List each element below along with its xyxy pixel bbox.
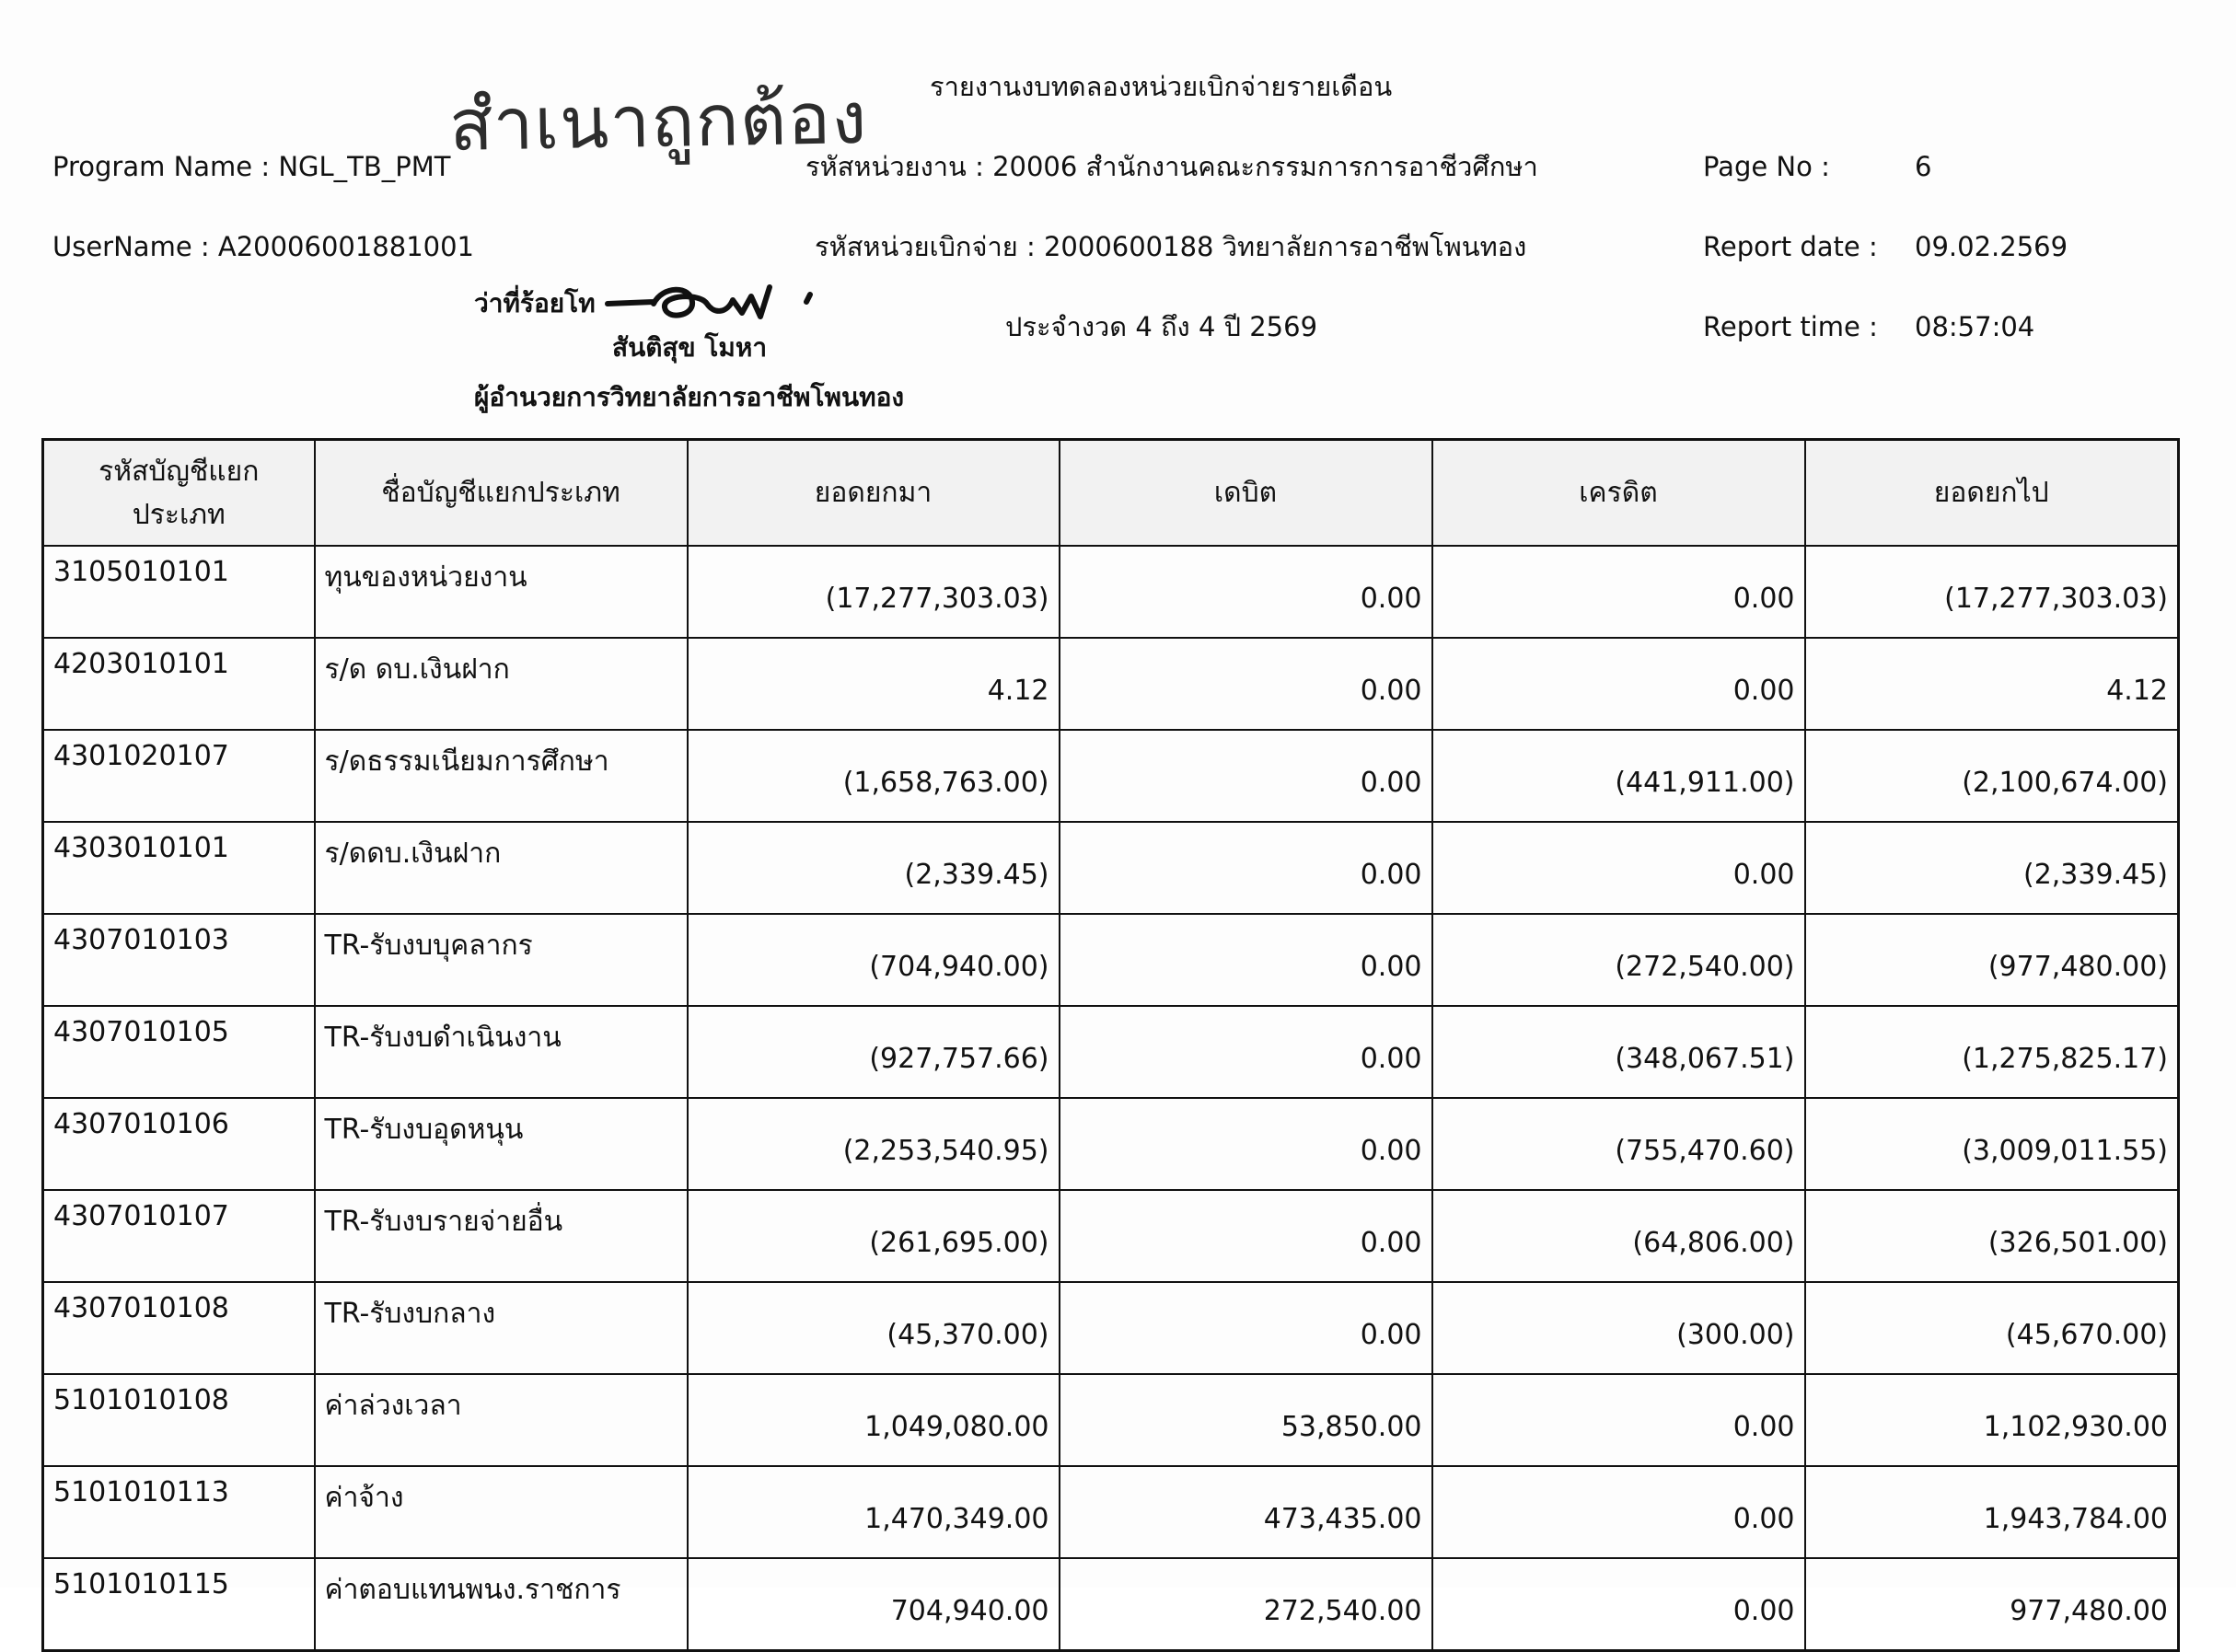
cell-debit: 272,540.00 (1060, 1558, 1432, 1651)
table-row (43, 1006, 2179, 1098)
cell-credit: 0.00 (1432, 638, 1805, 730)
username: UserName : A20006001881001 (52, 231, 475, 262)
cell-credit: (272,540.00) (1432, 914, 1805, 1006)
cell-opening-balance: 1,470,349.00 (688, 1466, 1060, 1558)
cell-closing-balance: 4.12 (1805, 638, 2179, 730)
cell-account-code: 5101010115 (43, 1558, 315, 1651)
cell-account-code: 4203010101 (43, 638, 315, 730)
col-debit: เดบิต (1060, 440, 1432, 547)
col-opening-balance: ยอดยกมา (688, 440, 1060, 547)
col-account-code: รหัสบัญชีแยกประเภท (43, 440, 315, 547)
report-period: ประจำงวด 4 ถึง 4 ปี 2569 (1005, 311, 1318, 342)
report-time-value: 08:57:04 (1915, 311, 2035, 342)
col-credit: เครดิต (1432, 440, 1805, 547)
cell-credit: 0.00 (1432, 822, 1805, 914)
cell-credit: 0.00 (1432, 1374, 1805, 1466)
cell-credit: (64,806.00) (1432, 1190, 1805, 1282)
cell-debit: 53,850.00 (1060, 1374, 1432, 1466)
cell-opening-balance: 1,049,080.00 (688, 1374, 1060, 1466)
cell-opening-balance: (1,658,763.00) (688, 730, 1060, 822)
cell-account-code: 4303010101 (43, 822, 315, 914)
cell-closing-balance: (1,275,825.17) (1805, 1006, 2179, 1098)
cell-account-code: 5101010113 (43, 1466, 315, 1558)
cell-credit: (348,067.51) (1432, 1006, 1805, 1098)
table-row (43, 1098, 2179, 1190)
cell-closing-balance: 977,480.00 (1805, 1558, 2179, 1651)
cell-account-code: 4307010105 (43, 1006, 315, 1098)
disbursing-unit-code: รหัสหน่วยเบิกจ่าย : 2000600188 วิทยาลัยการอาชีพโพนทอง (815, 231, 1527, 262)
cell-debit: 0.00 (1060, 638, 1432, 730)
cell-credit: (441,911.00) (1432, 730, 1805, 822)
cell-opening-balance: (17,277,303.03) (688, 546, 1060, 638)
cell-account-name: ร/ด ดบ.เงินฝาก (315, 638, 688, 730)
cell-closing-balance: (2,100,674.00) (1805, 730, 2179, 822)
cell-account-name: ร/ดดบ.เงินฝาก (315, 822, 688, 914)
cell-account-code: 4307010103 (43, 914, 315, 1006)
cell-debit: 0.00 (1060, 546, 1432, 638)
cell-credit: 0.00 (1432, 1558, 1805, 1651)
cell-credit: 0.00 (1432, 1466, 1805, 1558)
cell-account-name: ค่าจ้าง (315, 1466, 688, 1558)
table-row (43, 546, 2179, 638)
handwritten-signature (589, 276, 921, 331)
certified-copy-stamp: สำเนาถูกต้อง (448, 77, 868, 168)
cell-closing-balance: (17,277,303.03) (1805, 546, 2179, 638)
page-no-label: Page No : (1703, 151, 1830, 182)
report-title: รายงานงบทดลองหน่วยเบิกจ่ายรายเดือน (930, 71, 1393, 102)
cell-debit: 0.00 (1060, 730, 1432, 822)
cell-closing-balance: 1,102,930.00 (1805, 1374, 2179, 1466)
cell-closing-balance: 1,943,784.00 (1805, 1466, 2179, 1558)
page-no-value: 6 (1915, 151, 1932, 182)
cell-closing-balance: (2,339.45) (1805, 822, 2179, 914)
cell-opening-balance: (704,940.00) (688, 914, 1060, 1006)
signer-prefix: ว่าที่ร้อยโท (474, 288, 596, 318)
cell-account-code: 4307010106 (43, 1098, 315, 1190)
table-row (43, 1282, 2179, 1374)
cell-debit: 0.00 (1060, 1006, 1432, 1098)
program-name: Program Name : NGL_TB_PMT (52, 151, 451, 182)
table-row (43, 730, 2179, 822)
table-row (43, 914, 2179, 1006)
cell-closing-balance: (326,501.00) (1805, 1190, 2179, 1282)
cell-account-code: 3105010101 (43, 546, 315, 638)
cell-closing-balance: (3,009,011.55) (1805, 1098, 2179, 1190)
cell-opening-balance: (2,339.45) (688, 822, 1060, 914)
cell-closing-balance: (45,670.00) (1805, 1282, 2179, 1374)
col-closing-balance: ยอดยกไป (1805, 440, 2179, 547)
table-row (43, 1374, 2179, 1466)
cell-debit: 473,435.00 (1060, 1466, 1432, 1558)
cell-account-name: ค่าล่วงเวลา (315, 1374, 688, 1466)
cell-account-name: TR-รับงบอุดหนุน (315, 1098, 688, 1190)
signature-block (474, 276, 953, 414)
report-time-label: Report time : (1703, 311, 1878, 342)
cell-account-name: ร/ดธรรมเนียมการศึกษา (315, 730, 688, 822)
cell-debit: 0.00 (1060, 1282, 1432, 1374)
cell-credit: 0.00 (1432, 546, 1805, 638)
cell-opening-balance: (927,757.66) (688, 1006, 1060, 1098)
cell-credit: (300.00) (1432, 1282, 1805, 1374)
cell-account-code: 4307010107 (43, 1190, 315, 1282)
cell-account-name: TR-รับงบกลาง (315, 1282, 688, 1374)
cell-opening-balance: (261,695.00) (688, 1190, 1060, 1282)
trial-balance-table (41, 438, 2180, 1652)
cell-account-name: ทุนของหน่วยงาน (315, 546, 688, 638)
cell-account-name: TR-รับงบรายจ่ายอื่น (315, 1190, 688, 1282)
cell-account-code: 5101010108 (43, 1374, 315, 1466)
table-header-row (43, 440, 2179, 547)
report-date-label: Report date : (1703, 231, 1878, 262)
table-row (43, 638, 2179, 730)
cell-account-code: 4301020107 (43, 730, 315, 822)
cell-closing-balance: (977,480.00) (1805, 914, 2179, 1006)
table-row (43, 1190, 2179, 1282)
cell-account-name: TR-รับงบบุคลากร (315, 914, 688, 1006)
col-account-name: ชื่อบัญชีแยกประเภท (315, 440, 688, 547)
cell-debit: 0.00 (1060, 1098, 1432, 1190)
cell-credit: (755,470.60) (1432, 1098, 1805, 1190)
report-date-value: 09.02.2569 (1915, 231, 2068, 262)
signer-position: ผู้อำนวยการวิทยาลัยการอาชีพโพนทอง (474, 382, 905, 412)
table-row (43, 822, 2179, 914)
cell-debit: 0.00 (1060, 822, 1432, 914)
cell-debit: 0.00 (1060, 1190, 1432, 1282)
cell-opening-balance: 704,940.00 (688, 1558, 1060, 1651)
cell-debit: 0.00 (1060, 914, 1432, 1006)
table-row (43, 1558, 2179, 1651)
cell-opening-balance: (45,370.00) (688, 1282, 1060, 1374)
cell-opening-balance: 4.12 (688, 638, 1060, 730)
cell-account-code: 4307010108 (43, 1282, 315, 1374)
cell-account-name: TR-รับงบดำเนินงาน (315, 1006, 688, 1098)
signer-name: สันติสุข โมหา (612, 332, 768, 363)
agency-code: รหัสหน่วยงาน : 20006 สำนักงานคณะกรรมการการอาชีวศึกษา (805, 151, 1538, 182)
table-row (43, 1466, 2179, 1558)
cell-account-name: ค่าตอบแทนพนง.ราชการ (315, 1558, 688, 1651)
cell-opening-balance: (2,253,540.95) (688, 1098, 1060, 1190)
